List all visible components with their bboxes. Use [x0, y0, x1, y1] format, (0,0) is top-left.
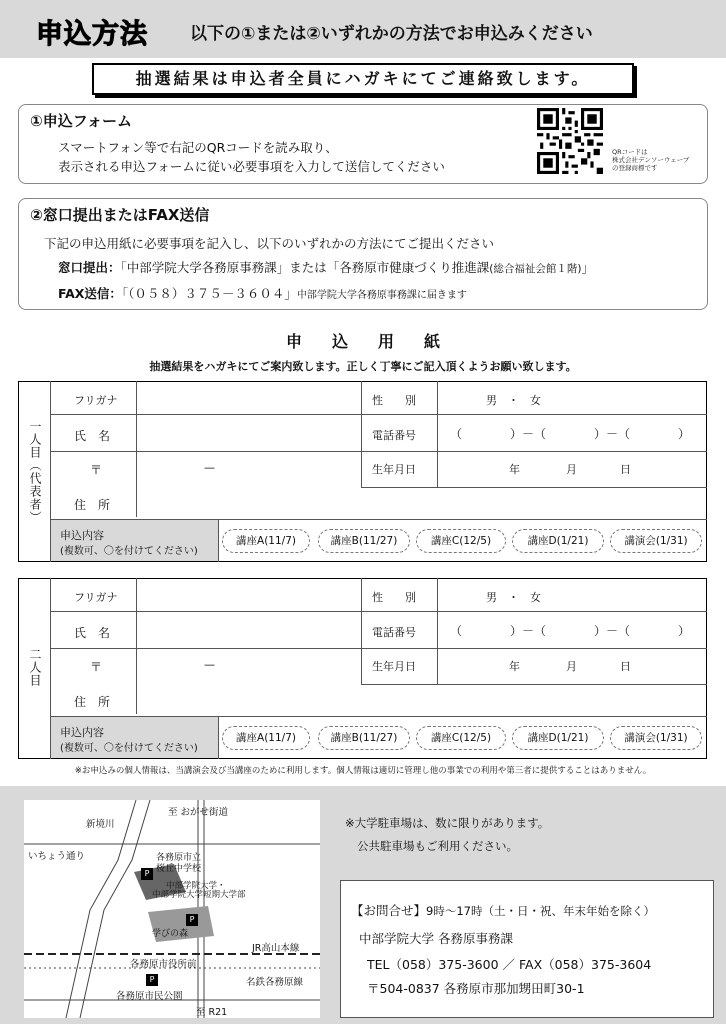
contact-address: 〒504-0837 各務原市那加甥田町30-1	[367, 981, 585, 996]
course-label: 申込内容	[60, 726, 104, 739]
gender-label: 性 別	[372, 394, 416, 407]
divider	[136, 381, 137, 517]
parking-icon: P	[141, 868, 153, 880]
method2-title: ②窓口提出またはFAX送信	[30, 206, 210, 224]
counter-submission: 窓口提出：「中部学院大学各務原事務課」または「各務原市健康づくり推進課(総合福祉会館１階)」	[58, 260, 594, 275]
furigana-label: フリガナ	[74, 394, 118, 407]
method1-line1: スマートフォン等で右記のQRコードを読み取り、	[58, 140, 338, 155]
divider	[50, 414, 707, 415]
course-label: 申込内容	[60, 529, 104, 542]
postal-dash: —	[204, 461, 215, 474]
gender-options[interactable]: 男 ・ 女	[486, 591, 541, 604]
notice-box: 抽選結果は申込者全員にハガキにてご連絡致します。	[92, 63, 634, 95]
address-label: 住 所	[74, 498, 111, 512]
postal-mark: 〒	[90, 463, 103, 477]
course-a-option[interactable]: 講座A(11/7)	[222, 529, 310, 553]
furigana-label: フリガナ	[74, 591, 118, 604]
person1-label: 一人目（代表者）	[28, 420, 42, 524]
contact-org: 中部学院大学 各務原事務課	[359, 931, 513, 946]
divider	[437, 578, 438, 684]
lecture-option[interactable]: 講演会(1/31)	[610, 529, 702, 553]
course-note: (複数可、〇を付けてください)	[60, 546, 198, 557]
person2-label: 二人目	[28, 648, 42, 687]
birth-year[interactable]: 年	[509, 463, 520, 476]
method1-line2: 表示される申込フォームに従い必要事項を入力して送信してください	[58, 159, 445, 174]
phone-field[interactable]: （ ）－（ ）－（ ）	[450, 427, 691, 441]
map-bottom-road: 至 R21	[196, 1007, 228, 1018]
divider	[361, 684, 707, 685]
birth-day[interactable]: 日	[620, 660, 631, 673]
course-d-option[interactable]: 講座D(1/21)	[512, 726, 604, 750]
map-river: 新境川	[86, 819, 115, 830]
map-university-2: 中部学院大学短期大学部	[152, 890, 246, 900]
contact-box	[340, 880, 714, 1018]
divider	[50, 648, 707, 649]
divider	[218, 519, 219, 562]
fax-submission: FAX送信：「（０５８）３７５－３６０４」中部学院大学各務原事務課に届きます	[58, 286, 467, 301]
contact-label: 【お問合せ】9時～17時（土・日・祝、年末年始を除く）	[351, 903, 655, 918]
postal-mark: 〒	[90, 660, 103, 674]
map-street: いちょう通り	[28, 851, 86, 862]
course-d-option[interactable]: 講座D(1/21)	[512, 529, 604, 553]
divider	[136, 578, 137, 714]
name-field[interactable]	[138, 613, 360, 647]
birth-year[interactable]: 年	[509, 660, 520, 673]
name-label: 氏 名	[74, 429, 111, 443]
birth-label: 生年月日	[372, 463, 416, 476]
privacy-note: ※お申込みの個人情報は、当講演会及び当講座のために利用します。個人情報は適切に管理し他の事業での利用や第三者に提供することはありません。	[74, 766, 652, 776]
divider	[50, 611, 707, 612]
birth-month[interactable]: 月	[566, 660, 577, 673]
divider	[361, 487, 707, 488]
gender-label: 性 別	[372, 591, 416, 604]
birth-month[interactable]: 月	[566, 463, 577, 476]
divider	[218, 716, 219, 759]
divider	[361, 381, 362, 487]
course-b-option[interactable]: 講座B(11/27)	[318, 529, 410, 553]
course-a-option[interactable]: 講座A(11/7)	[222, 726, 310, 750]
course-c-option[interactable]: 講座C(12/5)	[416, 726, 506, 750]
divider	[437, 381, 438, 487]
name-field[interactable]	[138, 416, 360, 450]
map-forest: 学びの森	[152, 929, 189, 939]
access-map	[24, 800, 320, 1018]
course-c-option[interactable]: 講座C(12/5)	[416, 529, 506, 553]
contact-phone[interactable]: TEL（058）375-3600 ／ FAX（058）375-3604	[367, 957, 652, 972]
map-school-2: 桜丘中学校	[156, 864, 202, 874]
phone-label: 電話番号	[372, 626, 416, 639]
birth-label: 生年月日	[372, 660, 416, 673]
postal-dash: —	[204, 658, 215, 671]
course-b-option[interactable]: 講座B(11/27)	[318, 726, 410, 750]
method1-title: ①申込フォーム	[30, 112, 132, 130]
qr-trademark-note: QRコードは 株式会社デンソーウェーブ の登録商標です	[612, 148, 690, 172]
furigana-field[interactable]	[138, 580, 360, 610]
furigana-field[interactable]	[138, 383, 360, 413]
method2-line1: 下記の申込用紙に必要事項を記入し、以下のいずれかの方法にてご提出ください	[44, 236, 495, 251]
name-label: 氏 名	[74, 626, 111, 640]
parking-icon: P	[186, 914, 198, 926]
parking-note-2: 公共駐車場もご利用ください。	[357, 839, 518, 853]
address-label: 住 所	[74, 695, 111, 709]
parking-note-1: ※大学駐車場は、数に限りがあります。	[345, 816, 550, 830]
phone-field[interactable]: （ ）－（ ）－（ ）	[450, 624, 691, 638]
form-subtitle: 抽選結果をハガキにてご案内致します。正しく丁寧にご記入頂くようお願い致します。	[149, 360, 577, 373]
map-meitetsu: 名鉄各務原線	[246, 977, 304, 988]
address-field[interactable]	[138, 650, 360, 714]
qr-code-icon[interactable]	[537, 108, 603, 174]
birth-day[interactable]: 日	[620, 463, 631, 476]
map-park: 各務原市民公園	[116, 991, 183, 1002]
section-subtitle: 以下の①または②いずれかの方法でお申込みください	[190, 24, 593, 44]
map-school: 各務原市立	[156, 853, 202, 863]
map-top-road: 至 おがせ街道	[168, 807, 229, 818]
map-university: 中部学院大学・	[166, 881, 226, 891]
gender-options[interactable]: 男 ・ 女	[486, 394, 541, 407]
map-jr: JR高山本線	[252, 943, 300, 954]
map-station: 各務原市役所前	[130, 959, 197, 970]
course-note: (複数可、〇を付けてください)	[60, 743, 198, 754]
parking-icon: P	[146, 974, 158, 986]
address-field[interactable]	[138, 453, 360, 517]
lecture-option[interactable]: 講演会(1/31)	[610, 726, 702, 750]
phone-label: 電話番号	[372, 429, 416, 442]
divider	[50, 451, 707, 452]
divider	[361, 578, 362, 684]
section-title: 申込方法	[36, 19, 148, 50]
form-title: 申込用紙	[285, 332, 470, 351]
